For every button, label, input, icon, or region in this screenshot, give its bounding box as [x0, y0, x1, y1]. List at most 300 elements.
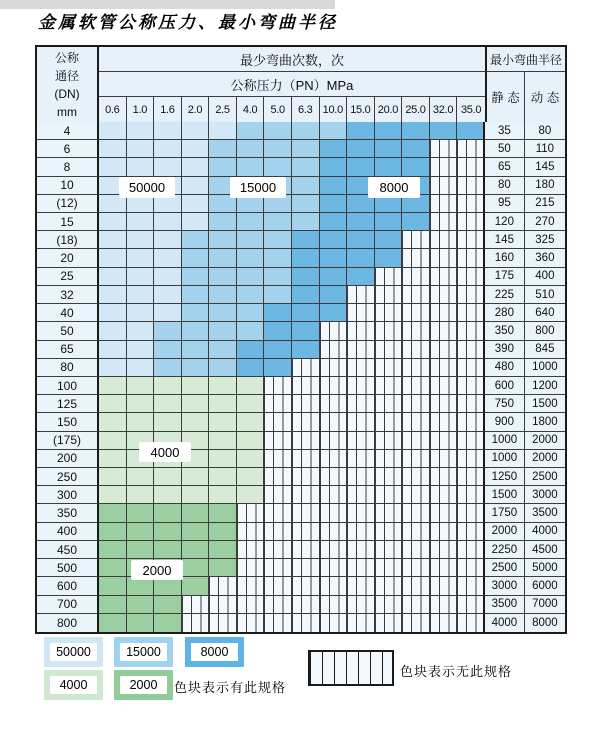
- cycle-cell-spec: [154, 377, 182, 395]
- cycle-cell-no-spec: [457, 577, 485, 595]
- legend-box-4000: 4000: [44, 670, 103, 700]
- cycle-cell-no-spec: [457, 249, 485, 267]
- cycle-cell-spec: [154, 504, 182, 522]
- dn-cell: 150: [37, 413, 99, 431]
- cycle-cell-no-spec: [292, 596, 320, 614]
- min-bend-cycles-header: 最少弯曲次数，次: [99, 47, 485, 72]
- cycle-cell-spec: [320, 177, 348, 195]
- cycle-cell-no-spec: [375, 304, 403, 322]
- cycle-cell-spec: [292, 322, 320, 340]
- pressure-header-cell: 2.5: [209, 97, 237, 122]
- dn-cell: (12): [37, 195, 99, 213]
- cycle-cell-no-spec: [375, 541, 403, 559]
- cycle-cell-spec: [320, 213, 348, 231]
- cycle-cell-no-spec: [292, 541, 320, 559]
- cycle-cell-no-spec: [402, 486, 430, 504]
- cycle-cell-spec: [127, 413, 155, 431]
- cycle-cell-spec: [209, 122, 237, 140]
- cycle-cell-no-spec: [402, 468, 430, 486]
- cycle-cell-spec: [320, 286, 348, 304]
- cycle-cell-spec: [99, 504, 127, 522]
- dynamic-radius-cell: 215: [525, 195, 565, 213]
- cycle-cell-no-spec: [430, 359, 458, 377]
- cycle-cell-no-spec: [347, 432, 375, 450]
- cycle-cell-spec: [209, 432, 237, 450]
- cycle-cell-no-spec: [375, 596, 403, 614]
- cycle-cell-no-spec: [430, 596, 458, 614]
- cycle-cell-spec: [99, 286, 127, 304]
- cycle-cell-spec: [237, 304, 265, 322]
- cycle-cell-no-spec: [402, 450, 430, 468]
- dn-cell: 350: [37, 504, 99, 522]
- cycle-cell-spec: [154, 413, 182, 431]
- dynamic-radius-cell: 800: [525, 322, 565, 340]
- cycle-cell-spec: [292, 268, 320, 286]
- cycle-cell-spec: [154, 304, 182, 322]
- cycle-cell-no-spec: [457, 486, 485, 504]
- pressure-header-cell: 25.0: [402, 97, 430, 122]
- cycle-cell-spec: [264, 249, 292, 267]
- cycle-cell-spec: [99, 596, 127, 614]
- cycle-cell-no-spec: [457, 413, 485, 431]
- dynamic-radius-cell: 3500: [525, 504, 565, 522]
- table-header: [37, 47, 565, 122]
- cycle-cell-no-spec: [375, 413, 403, 431]
- cycle-cell-no-spec: [402, 268, 430, 286]
- static-radius-cell: 600: [485, 377, 525, 395]
- legend-note-has-spec: 色块表示有此规格: [174, 680, 287, 695]
- dynamic-radius-cell: 110: [525, 140, 565, 158]
- cycle-cell-spec: [237, 140, 265, 158]
- static-radius-cell: 175: [485, 268, 525, 286]
- cycle-cell-spec: [154, 322, 182, 340]
- cycle-count-label: 15000: [230, 177, 286, 198]
- cycle-cell-no-spec: [430, 286, 458, 304]
- dynamic-radius-cell: 2000: [525, 432, 565, 450]
- static-radius-cell: 95: [485, 195, 525, 213]
- cycle-cell-no-spec: [182, 596, 210, 614]
- cycle-cell-no-spec: [375, 450, 403, 468]
- cycle-cell-no-spec: [264, 432, 292, 450]
- cycle-cell-no-spec: [402, 304, 430, 322]
- cycle-cell-spec: [182, 322, 210, 340]
- dn-cell: 20: [37, 249, 99, 267]
- cycle-cell-no-spec: [457, 395, 485, 413]
- cycle-cell-no-spec: [457, 158, 485, 176]
- cycle-cell-spec: [292, 140, 320, 158]
- pressure-values-row: [99, 97, 485, 122]
- cycle-cell-spec: [237, 122, 265, 140]
- dynamic-radius-cell: 5000: [525, 559, 565, 577]
- cycle-cell-no-spec: [375, 322, 403, 340]
- cycle-cell-no-spec: [430, 231, 458, 249]
- cycle-cell-no-spec: [430, 249, 458, 267]
- dn-column-header: [37, 47, 99, 122]
- cycle-cell-spec: [99, 523, 127, 541]
- static-radius-cell: 1750: [485, 504, 525, 522]
- dynamic-radius-cell: 8000: [525, 614, 565, 632]
- cycle-cell-no-spec: [209, 614, 237, 632]
- cycle-cell-spec: [402, 122, 430, 140]
- cycle-count-label: 4000: [139, 442, 191, 462]
- dynamic-radius-cell: 360: [525, 249, 565, 267]
- static-radius-cell: 160: [485, 249, 525, 267]
- cycle-cell-spec: [237, 377, 265, 395]
- dn-cell: 4: [37, 122, 99, 140]
- cycle-cell-spec: [209, 541, 237, 559]
- cycle-cell-no-spec: [320, 450, 348, 468]
- legend-box-2000: 2000: [114, 670, 173, 700]
- dn-cell: 25: [37, 268, 99, 286]
- dn-cell: 40: [37, 304, 99, 322]
- cycle-cell-spec: [99, 158, 127, 176]
- cycle-cell-spec: [127, 286, 155, 304]
- cycle-cell-spec: [99, 559, 127, 577]
- dynamic-radius-cell: 1000: [525, 359, 565, 377]
- cycle-cell-no-spec: [402, 577, 430, 595]
- dynamic-radius-cell: 4500: [525, 541, 565, 559]
- cycle-cell-no-spec: [209, 596, 237, 614]
- cycle-cell-spec: [347, 158, 375, 176]
- cycle-cell-no-spec: [237, 541, 265, 559]
- cycle-cell-spec: [154, 158, 182, 176]
- cycle-cell-no-spec: [347, 468, 375, 486]
- pressure-header-cell: 1.0: [127, 97, 155, 122]
- dynamic-radius-cell: 2000: [525, 450, 565, 468]
- cycle-cell-no-spec: [457, 177, 485, 195]
- cycle-cell-spec: [182, 286, 210, 304]
- dn-cell: 600: [37, 577, 99, 595]
- static-radius-cell: 900: [485, 413, 525, 431]
- cycle-cell-no-spec: [457, 468, 485, 486]
- cycle-cell-no-spec: [402, 286, 430, 304]
- cycle-cell-no-spec: [347, 559, 375, 577]
- dn-cell: 10: [37, 177, 99, 195]
- cycle-cell-no-spec: [292, 559, 320, 577]
- cycle-cell-spec: [209, 559, 237, 577]
- cycle-cell-spec: [99, 395, 127, 413]
- dn-cell: 300: [37, 486, 99, 504]
- cycle-cell-spec: [154, 231, 182, 249]
- cycle-cell-no-spec: [402, 559, 430, 577]
- cycle-cell-spec: [347, 213, 375, 231]
- cycle-cell-spec: [127, 486, 155, 504]
- cycle-cell-no-spec: [402, 541, 430, 559]
- cycle-cell-spec: [292, 341, 320, 359]
- cycle-cell-no-spec: [292, 395, 320, 413]
- cycle-cell-spec: [237, 231, 265, 249]
- cycle-cell-spec: [182, 122, 210, 140]
- cycle-cell-spec: [402, 158, 430, 176]
- cycle-cell-spec: [182, 158, 210, 176]
- cycle-cell-spec: [127, 304, 155, 322]
- cycle-cell-no-spec: [430, 158, 458, 176]
- legend-box-8000: 8000: [185, 637, 244, 667]
- cycle-cell-spec: [209, 249, 237, 267]
- cycle-cell-spec: [154, 468, 182, 486]
- cycle-cell-no-spec: [347, 541, 375, 559]
- cycle-cell-spec: [237, 341, 265, 359]
- cycle-cell-no-spec: [347, 322, 375, 340]
- cycle-cell-spec: [209, 413, 237, 431]
- dn-cell: 400: [37, 523, 99, 541]
- cycle-cell-no-spec: [264, 504, 292, 522]
- static-radius-cell: 3500: [485, 596, 525, 614]
- legend-box-50000: 50000: [44, 637, 103, 667]
- cycle-cell-spec: [292, 195, 320, 213]
- cycle-cell-spec: [209, 341, 237, 359]
- static-radius-cell: 50: [485, 140, 525, 158]
- cycle-cell-spec: [402, 213, 430, 231]
- static-radius-cell: 65: [485, 158, 525, 176]
- cycle-cell-spec: [127, 158, 155, 176]
- static-radius-cell: 4000: [485, 614, 525, 632]
- dn-cell: 200: [37, 450, 99, 468]
- cycle-cell-no-spec: [402, 377, 430, 395]
- cycle-cell-no-spec: [264, 413, 292, 431]
- cycle-cell-no-spec: [430, 268, 458, 286]
- dynamic-radius-cell: 2500: [525, 468, 565, 486]
- dn-cell: 500: [37, 559, 99, 577]
- cycle-cell-no-spec: [320, 614, 348, 632]
- cycle-cell-no-spec: [292, 413, 320, 431]
- cycle-cell-spec: [209, 304, 237, 322]
- pressure-header-cell: 2.0: [182, 97, 210, 122]
- cycle-cell-no-spec: [320, 577, 348, 595]
- cycle-cell-spec: [264, 286, 292, 304]
- cycle-cell-no-spec: [347, 341, 375, 359]
- cycle-cell-spec: [127, 140, 155, 158]
- cycle-cell-no-spec: [402, 596, 430, 614]
- cycle-cell-spec: [209, 450, 237, 468]
- cycle-cell-spec: [457, 122, 485, 140]
- dynamic-radius-cell: 1500: [525, 395, 565, 413]
- cycle-cell-spec: [237, 359, 265, 377]
- cycle-cell-no-spec: [375, 268, 403, 286]
- cycle-cell-no-spec: [375, 614, 403, 632]
- cycle-cell-no-spec: [320, 559, 348, 577]
- cycle-cell-spec: [375, 213, 403, 231]
- cycle-cell-spec: [154, 122, 182, 140]
- cycle-cell-spec: [154, 577, 182, 595]
- cycle-cell-no-spec: [457, 559, 485, 577]
- cycle-cell-no-spec: [402, 395, 430, 413]
- cycle-cell-spec: [154, 140, 182, 158]
- cycle-cell-spec: [292, 213, 320, 231]
- dn-cell: 80: [37, 359, 99, 377]
- dynamic-radius-cell: 845: [525, 341, 565, 359]
- cycle-cell-no-spec: [237, 504, 265, 522]
- cycle-cell-spec: [127, 322, 155, 340]
- cycle-cell-spec: [182, 395, 210, 413]
- cycle-cell-spec: [99, 341, 127, 359]
- dn-header-line: (DN): [54, 86, 80, 101]
- cycle-cell-spec: [264, 158, 292, 176]
- table-body: [37, 122, 565, 632]
- cycle-cell-no-spec: [457, 268, 485, 286]
- cycle-cell-spec: [375, 158, 403, 176]
- cycle-cell-no-spec: [347, 450, 375, 468]
- cycle-cell-no-spec: [347, 286, 375, 304]
- cycle-cell-no-spec: [430, 341, 458, 359]
- static-radius-cell: 2500: [485, 559, 525, 577]
- cycle-cell-no-spec: [457, 541, 485, 559]
- cycle-cell-spec: [209, 468, 237, 486]
- cycle-cell-no-spec: [320, 523, 348, 541]
- dynamic-radius-cell: 145: [525, 158, 565, 176]
- dn-cell: 450: [37, 541, 99, 559]
- dn-header-line: 公称: [54, 50, 79, 65]
- cycle-cell-no-spec: [320, 596, 348, 614]
- static-column-header: 静 态: [485, 72, 525, 122]
- cycle-cell-no-spec: [320, 486, 348, 504]
- cycle-cell-no-spec: [375, 359, 403, 377]
- cycle-cell-spec: [182, 559, 210, 577]
- pressure-header-cell: 1.6: [154, 97, 182, 122]
- cycle-cell-no-spec: [402, 432, 430, 450]
- cycle-cell-spec: [264, 268, 292, 286]
- cycle-cell-spec: [320, 122, 348, 140]
- cycle-cell-no-spec: [375, 377, 403, 395]
- cycle-cell-spec: [182, 577, 210, 595]
- cycle-cell-spec: [99, 468, 127, 486]
- cycle-cell-spec: [182, 377, 210, 395]
- static-radius-cell: 390: [485, 341, 525, 359]
- cycle-cell-spec: [209, 377, 237, 395]
- cycle-cell-no-spec: [347, 596, 375, 614]
- cycle-cell-no-spec: [457, 286, 485, 304]
- cycle-cell-spec: [154, 596, 182, 614]
- cycle-cell-spec: [127, 359, 155, 377]
- cycle-cell-no-spec: [457, 359, 485, 377]
- cycle-cell-no-spec: [237, 614, 265, 632]
- dn-header-line: mm: [57, 104, 77, 119]
- dn-cell: 250: [37, 468, 99, 486]
- cycle-cell-no-spec: [209, 577, 237, 595]
- cycle-cell-spec: [154, 395, 182, 413]
- cycle-cell-spec: [347, 249, 375, 267]
- cycle-cell-spec: [320, 268, 348, 286]
- cycle-cell-no-spec: [457, 523, 485, 541]
- cycle-cell-no-spec: [457, 322, 485, 340]
- cycle-cell-no-spec: [347, 486, 375, 504]
- cycle-cell-spec: [99, 249, 127, 267]
- cycle-cell-no-spec: [292, 359, 320, 377]
- cycle-cell-spec: [154, 614, 182, 632]
- cycle-cell-no-spec: [292, 577, 320, 595]
- static-radius-cell: 145: [485, 231, 525, 249]
- dn-cell: 65: [37, 341, 99, 359]
- cycle-cell-spec: [292, 158, 320, 176]
- cycle-cell-spec: [99, 231, 127, 249]
- cycle-cell-no-spec: [430, 377, 458, 395]
- pressure-header-cell: 35.0: [457, 97, 485, 122]
- cycle-cell-no-spec: [402, 523, 430, 541]
- cycle-cell-no-spec: [320, 504, 348, 522]
- cycle-cell-no-spec: [347, 395, 375, 413]
- cycle-cell-spec: [127, 596, 155, 614]
- pressure-header-cell: 15.0: [347, 97, 375, 122]
- cycle-count-label: 8000: [368, 177, 420, 198]
- cycle-cell-spec: [347, 268, 375, 286]
- cycle-cell-spec: [99, 413, 127, 431]
- cycle-cell-no-spec: [320, 359, 348, 377]
- cycle-cell-no-spec: [457, 231, 485, 249]
- cycle-cell-spec: [375, 122, 403, 140]
- cycle-cell-spec: [320, 195, 348, 213]
- cycle-cell-no-spec: [457, 195, 485, 213]
- cycle-cell-no-spec: [430, 468, 458, 486]
- cycle-cell-spec: [127, 577, 155, 595]
- cycle-cell-no-spec: [264, 559, 292, 577]
- cycle-cell-spec: [127, 504, 155, 522]
- pressure-header-cell: 20.0: [375, 97, 403, 122]
- static-radius-cell: 280: [485, 304, 525, 322]
- cycle-cell-spec: [292, 249, 320, 267]
- cycle-cell-spec: [347, 122, 375, 140]
- cycle-cell-no-spec: [347, 577, 375, 595]
- static-radius-cell: 1000: [485, 432, 525, 450]
- dn-cell: 8: [37, 158, 99, 176]
- cycle-cell-spec: [154, 268, 182, 286]
- cycle-cell-no-spec: [347, 614, 375, 632]
- cycle-cell-spec: [375, 231, 403, 249]
- cycle-cell-spec: [375, 140, 403, 158]
- cycle-cell-spec: [264, 359, 292, 377]
- cycle-cell-spec: [209, 213, 237, 231]
- cycle-cell-spec: [209, 140, 237, 158]
- dn-header-line: 通径: [54, 68, 79, 83]
- cycle-cell-spec: [209, 486, 237, 504]
- cycle-cell-no-spec: [430, 504, 458, 522]
- cycle-cell-spec: [264, 231, 292, 249]
- dynamic-radius-cell: 7000: [525, 596, 565, 614]
- cycle-cell-no-spec: [457, 504, 485, 522]
- cycle-cell-no-spec: [264, 395, 292, 413]
- cycle-cell-no-spec: [320, 413, 348, 431]
- cycle-cell-no-spec: [292, 486, 320, 504]
- cycle-cell-no-spec: [347, 504, 375, 522]
- cycle-cell-spec: [182, 359, 210, 377]
- cycle-cell-no-spec: [457, 432, 485, 450]
- static-radius-cell: 3000: [485, 577, 525, 595]
- cycle-cell-no-spec: [375, 523, 403, 541]
- cycle-cell-spec: [292, 231, 320, 249]
- cycle-cell-spec: [99, 450, 127, 468]
- dn-cell: 15: [37, 213, 99, 231]
- cycle-cell-no-spec: [430, 213, 458, 231]
- static-radius-cell: 2250: [485, 541, 525, 559]
- cycle-cell-spec: [209, 359, 237, 377]
- cycle-cell-spec: [209, 158, 237, 176]
- cycle-cell-spec: [182, 304, 210, 322]
- cycle-cell-spec: [347, 140, 375, 158]
- cycle-cell-spec: [182, 231, 210, 249]
- cycle-cell-no-spec: [430, 614, 458, 632]
- cycle-cell-no-spec: [320, 432, 348, 450]
- cycle-cell-spec: [127, 541, 155, 559]
- cycle-cell-no-spec: [430, 432, 458, 450]
- dn-cell: 100: [37, 377, 99, 395]
- dynamic-radius-cell: 3000: [525, 486, 565, 504]
- static-radius-cell: 1500: [485, 486, 525, 504]
- static-radius-cell: 225: [485, 286, 525, 304]
- dn-cell: 800: [37, 614, 99, 632]
- cycle-cell-spec: [209, 286, 237, 304]
- cycle-cell-no-spec: [430, 322, 458, 340]
- cycle-cell-spec: [127, 231, 155, 249]
- cycle-cell-no-spec: [347, 359, 375, 377]
